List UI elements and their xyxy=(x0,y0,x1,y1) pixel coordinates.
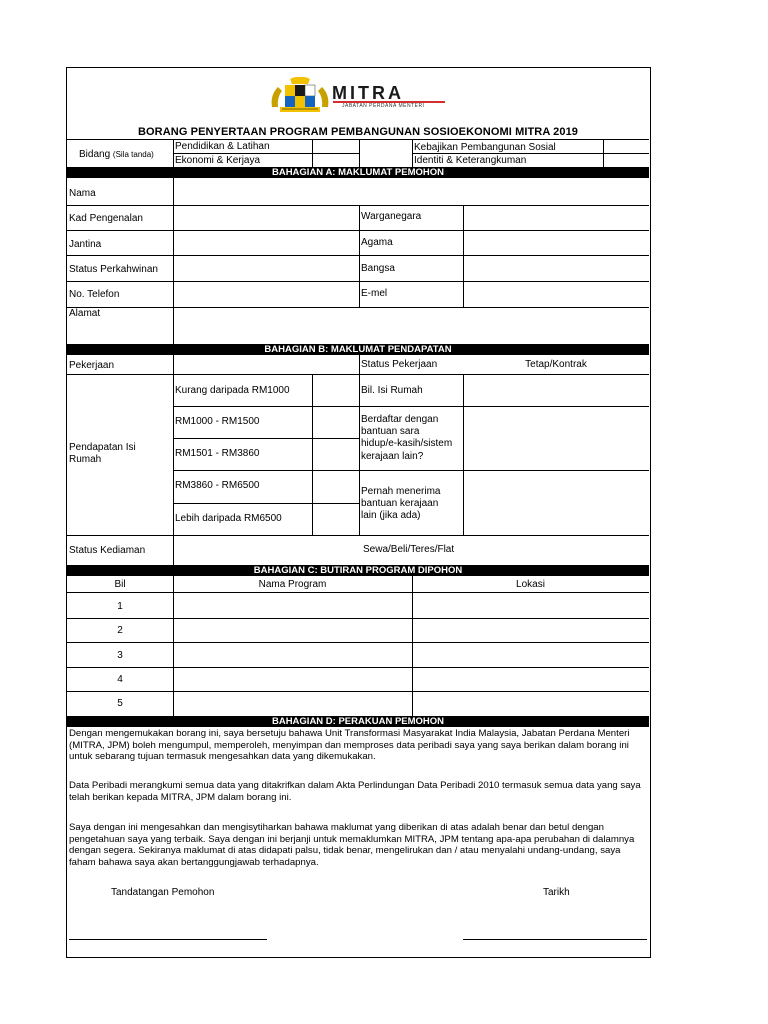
checkbox-income-1[interactable] xyxy=(313,375,358,405)
checkbox-income-5[interactable] xyxy=(313,504,358,534)
income-option-3: RM1501 - RM3860 xyxy=(175,448,260,459)
kad-field[interactable] xyxy=(174,206,358,229)
kad-label: Kad Pengenalan xyxy=(69,213,143,224)
berdaftar-line4: kerajaan lain? xyxy=(361,451,424,462)
telefon-label: No. Telefon xyxy=(69,289,120,300)
nama-program-column-header: Nama Program xyxy=(258,579,327,590)
signature-field[interactable] xyxy=(69,904,267,938)
pernah-line3: lain (jika ada) xyxy=(361,510,421,521)
mitra-subtitle: JABATAN PERDANA MENTERI xyxy=(342,103,425,109)
signature-label: Tandatangan Pemohon xyxy=(111,887,215,898)
warganegara-label: Warganegara xyxy=(361,211,422,222)
jantina-label: Jantina xyxy=(69,239,102,250)
agama-field[interactable] xyxy=(464,231,648,254)
section-c-header: BAHAGIAN C: BUTIRAN PROGRAM DIPOHON xyxy=(67,565,649,576)
berdaftar-line3: hidup/e-kasih/sistem xyxy=(361,438,453,449)
bangsa-field[interactable] xyxy=(464,256,648,280)
checkbox-income-4[interactable] xyxy=(313,471,358,502)
pernah-line2: bantuan kerajaan xyxy=(361,498,439,509)
pernah-field[interactable] xyxy=(464,471,648,534)
agama-label: Agama xyxy=(361,237,393,248)
income-option-1: Kurang daripada RM1000 xyxy=(175,385,290,396)
program-field-5[interactable] xyxy=(174,692,411,715)
pendapatan-label-line2: Rumah xyxy=(69,454,102,465)
bidang-label: Bidang xyxy=(79,149,111,160)
status-kediaman-options: Sewa/Beli/Teres/Flat xyxy=(363,544,455,555)
bidang-option-kebajikan: Kebajikan Pembangunan Sosial xyxy=(414,142,556,153)
mitra-wordmark: MITRA xyxy=(332,83,404,103)
checkbox-ekonomi[interactable] xyxy=(313,154,358,166)
bidang-hint: (Sila tanda) xyxy=(112,150,154,159)
date-label: Tarikh xyxy=(543,887,570,898)
application-form xyxy=(66,67,651,958)
bil-isi-rumah-label: Bil. Isi Rumah xyxy=(361,385,423,396)
status-pekerjaan-label: Status Pekerjaan xyxy=(361,359,438,370)
section-a-header: BAHAGIAN A: MAKLUMAT PEMOHON xyxy=(67,167,649,178)
lokasi-field-4[interactable] xyxy=(413,668,648,690)
tetap-kontrak-label: Tetap/Kontrak xyxy=(525,359,587,370)
berdaftar-line2: bantuan sara xyxy=(361,426,420,437)
nama-label: Nama xyxy=(69,188,96,199)
checkbox-pendidikan[interactable] xyxy=(313,140,358,152)
form-title: BORANG PENYERTAAN PROGRAM PEMBANGUNAN SOSIOEKONOMI MITRA 2019 xyxy=(137,126,579,138)
nama-field[interactable] xyxy=(174,179,648,204)
checkbox-identiti[interactable] xyxy=(604,154,648,166)
emel-label: E-mel xyxy=(361,288,388,299)
program-field-1[interactable] xyxy=(174,593,411,617)
lokasi-field-3[interactable] xyxy=(413,643,648,666)
checkbox-income-3[interactable] xyxy=(313,439,358,469)
declaration-paragraph-3: Saya dengan ini mengesahkan dan mengisytiharkan bahawa maklumat yang diberikan di atas adalah benar dan betul dengan pengetahuan saya yang terbaik. Saya dengan ini berjanji untuk memaklumkan MITRA, JPM tentang apa-apa perubahan di dalamnya dengan segera. Sekiranya maklumat di atas didapati palsu, tidak benar, mengelirukan dan / atau menyalahi undang-undang, saya faham bahawa saya akan bertanggungjawab terhadapnya. xyxy=(69,822,635,868)
status-kediaman-label: Status Kediaman xyxy=(69,545,146,556)
lokasi-column-header: Lokasi xyxy=(516,579,545,590)
date-field[interactable] xyxy=(463,904,647,938)
bil-row-3: 3 xyxy=(117,650,123,661)
lokasi-field-1[interactable] xyxy=(413,593,648,617)
program-field-2[interactable] xyxy=(174,619,411,641)
bil-row-2: 2 xyxy=(117,625,123,636)
bidang-option-ekonomi: Ekonomi & Kerjaya xyxy=(175,155,261,166)
declaration-paragraph-2: Data Peribadi merangkumi semua data yang ditakrifkan dalam Akta Perlindungan Data Peribadi 2010 termasuk semua data yang saya telah berikan kepada MITRA, JPM dalam borang ini. xyxy=(69,780,641,803)
pernah-line1: Pernah menerima xyxy=(361,486,441,497)
income-option-5: Lebih daripada RM6500 xyxy=(175,513,282,524)
bil-row-4: 4 xyxy=(117,674,123,685)
pekerjaan-label: Pekerjaan xyxy=(69,360,115,371)
declaration-paragraph-1: Dengan mengemukakan borang ini, saya bersetuju bahawa Unit Transformasi Masyarakat India Malaysia, Jabatan Perdana Menteri (MITRA, JPM) boleh mengumpul, memperoleh, menyimpan dan memproses data peribadi saya yang saya berikan dalam borang ini untuk sebarang tujuan termasuk mengesahkan data yang dikemukakan. xyxy=(69,728,630,763)
emel-field[interactable] xyxy=(464,282,648,306)
bidang-option-pendidikan: Pendidikan & Latihan xyxy=(175,141,270,152)
bil-row-1: 1 xyxy=(117,601,123,612)
berdaftar-field[interactable] xyxy=(464,407,648,469)
program-field-4[interactable] xyxy=(174,668,411,690)
bangsa-label: Bangsa xyxy=(361,263,395,274)
program-field-3[interactable] xyxy=(174,643,411,666)
lokasi-field-5[interactable] xyxy=(413,692,648,715)
status-perkahwinan-field[interactable] xyxy=(174,256,358,280)
pekerjaan-field[interactable] xyxy=(174,356,358,373)
income-option-2: RM1000 - RM1500 xyxy=(175,416,260,427)
lokasi-field-2[interactable] xyxy=(413,619,648,641)
checkbox-kebajikan[interactable] xyxy=(604,140,648,152)
berdaftar-line1: Berdaftar dengan xyxy=(361,414,439,425)
bidang-option-identiti: Identiti & Keterangkuman xyxy=(414,155,527,166)
bil-column-header: Bil xyxy=(114,579,126,590)
alamat-field[interactable] xyxy=(174,308,648,343)
bil-row-5: 5 xyxy=(117,698,123,709)
income-option-4: RM3860 - RM6500 xyxy=(175,480,260,491)
telefon-field[interactable] xyxy=(174,282,358,306)
alamat-label: Alamat xyxy=(69,308,101,319)
bil-isi-rumah-field[interactable] xyxy=(464,375,648,405)
pendapatan-label-line1: Pendapatan Isi xyxy=(69,442,136,453)
status-perkahwinan-label: Status Perkahwinan xyxy=(69,264,158,275)
checkbox-income-2[interactable] xyxy=(313,407,358,437)
jantina-field[interactable] xyxy=(174,231,358,254)
section-b-header: BAHAGIAN B: MAKLUMAT PENDAPATAN xyxy=(67,344,649,355)
warganegara-field[interactable] xyxy=(464,206,648,229)
section-d-header: BAHAGIAN D: PERAKUAN PEMOHON xyxy=(67,716,649,727)
